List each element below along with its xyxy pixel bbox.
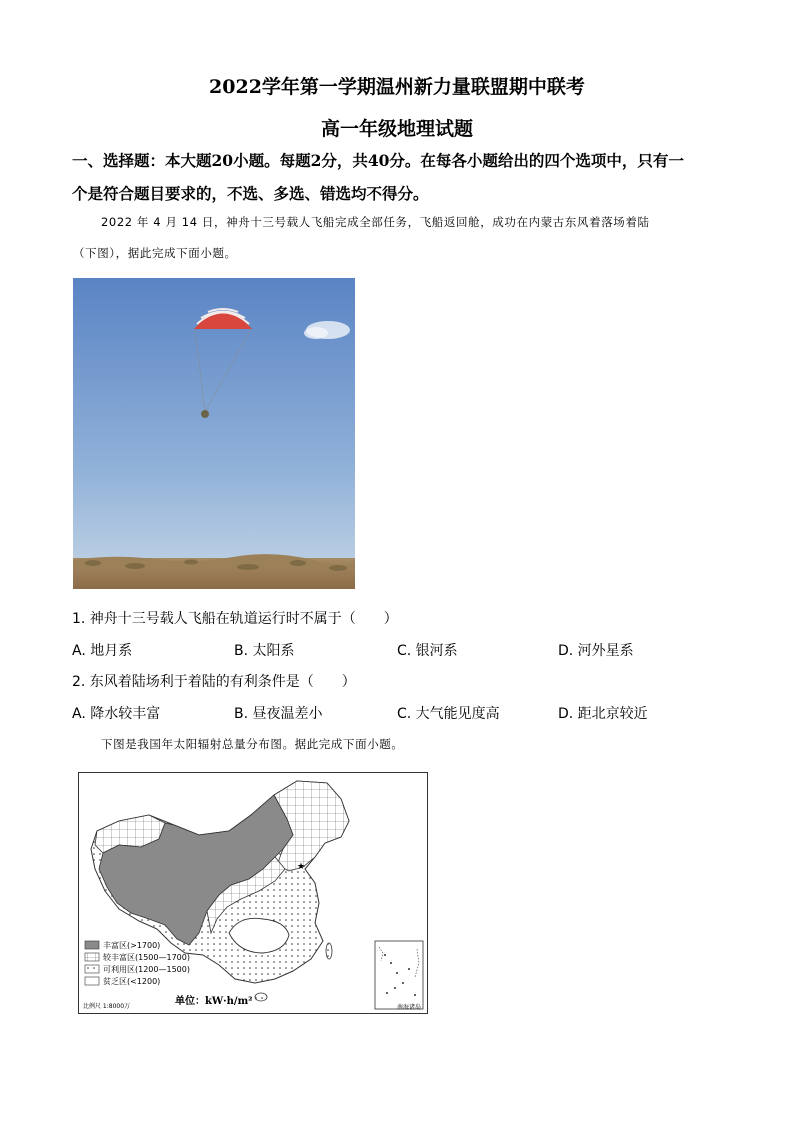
section-heading-line1: 一、选择题：本大题20小题。每题2分，共40分。在每各小题给出的四个选项中，只有一 [72,151,684,170]
exam-title: 2022学年第一学期温州新力量联盟期中联考 [209,76,585,98]
map-unit: 单位：kW·h/m² [175,996,253,1007]
question-1-option-b[interactable]: B. 太阳系 [234,643,295,659]
section-heading-line2: 个是符合题目要求的，不选、多选、错选均不得分。 [72,184,429,203]
question-2-stem: 2. 东风着陆场利于着陆的有利条件是（ ） [72,674,356,690]
solar-radiation-map [78,772,428,1014]
question-1-option-c[interactable]: C. 银河系 [397,643,458,659]
passage1-line1: 2022 年 4 月 14 日，神舟十三号载人飞船完成全部任务，飞船返回舱，成功在内蒙古东风着落场着陆 [101,215,650,229]
legend-usable: 可利用区(1200—1500) [103,965,190,974]
passage1-line2: （下图），据此完成下面小题。 [73,246,237,260]
svg-text:★: ★ [297,862,306,872]
capsule-landing-photo [73,278,355,589]
question-1-option-d[interactable]: D. 河外星系 [558,643,634,659]
question-2-option-d[interactable]: D. 距北京较近 [558,706,648,722]
legend-fairly-rich: 较丰富区(1500—1700) [103,953,190,962]
question-2-option-b[interactable]: B. 昼夜温差小 [234,706,323,722]
question-2-option-c[interactable]: C. 大气能见度高 [397,706,500,722]
inset-label: 南海诸岛 [397,1004,422,1011]
question-1-option-a[interactable]: A. 地月系 [72,643,133,659]
exam-subtitle: 高一年级地理试题 [320,118,473,140]
passage2: 下图是我国年太阳辐射总量分布图。据此完成下面小题。 [101,737,404,751]
question-2-option-a[interactable]: A. 降水较丰富 [72,706,161,722]
map-scale: 比例尺 1:8000万 [83,1003,131,1010]
legend-rich: 丰富区(>1700) [103,941,161,950]
legend-poor: 贫乏区(<1200) [103,977,161,986]
question-1-stem: 1. 神舟十三号载人飞船在轨道运行时不属于（ ） [72,611,398,627]
